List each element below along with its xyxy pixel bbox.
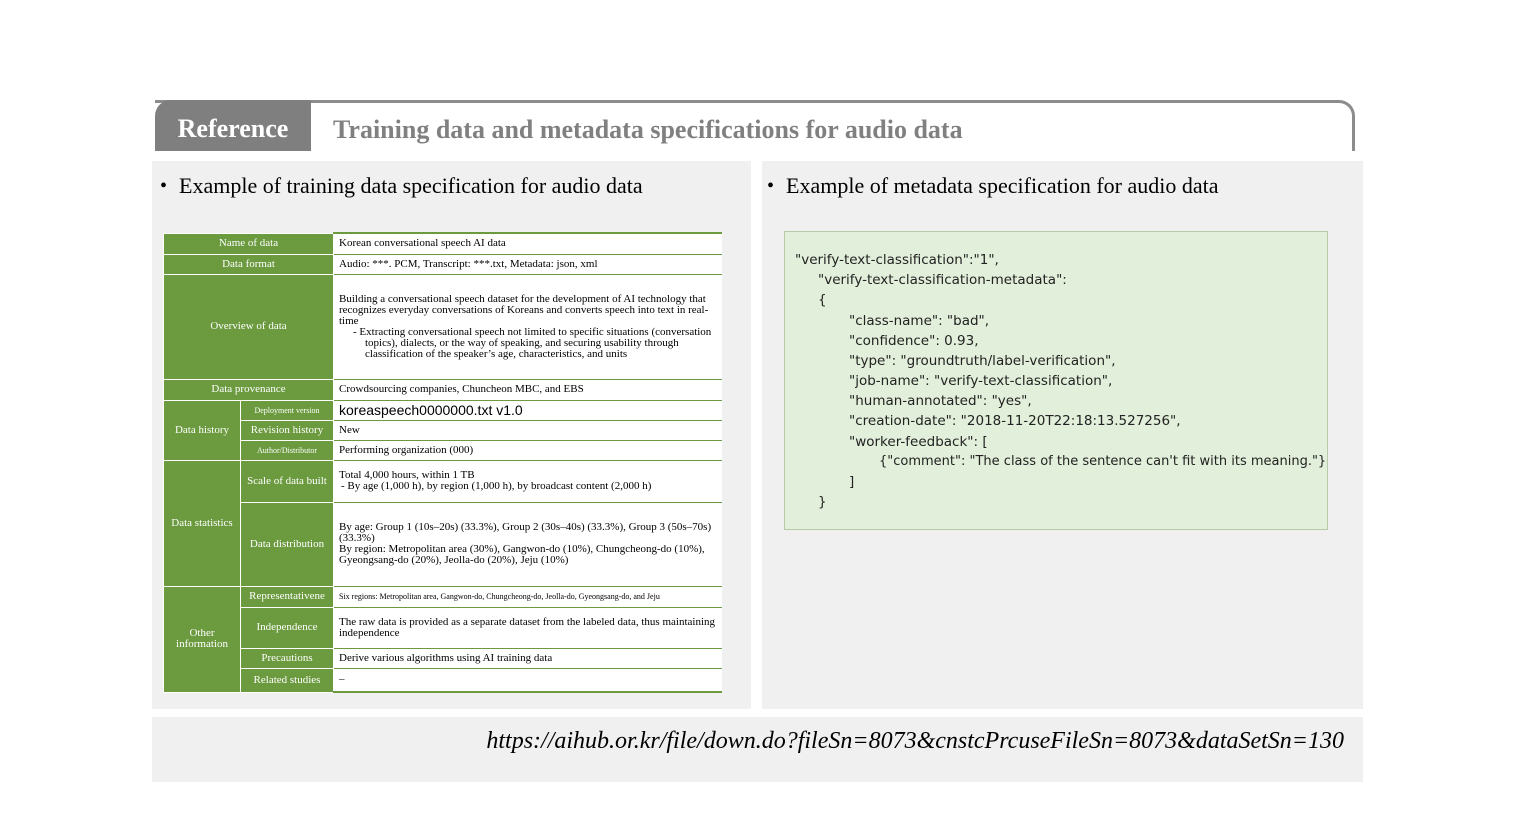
table-row: [164, 379, 722, 400]
table-row: [164, 440, 722, 460]
table-row: [164, 274, 722, 379]
precautions-label: Precautions: [241, 648, 334, 668]
overview-value-bullet: - Extracting conversational speech not limited to specific situations (conversation topics), dialects, or the way of speaking, and securing usability through classification of the speaker’s age, characteristics, and units: [353, 325, 712, 360]
metadata-code-box: [784, 231, 1328, 530]
code-line: {: [818, 292, 827, 308]
scale-value: [334, 460, 722, 502]
format-label: Data format: [164, 254, 334, 274]
page-title: Training data and metadata specifications for audio data: [333, 115, 963, 144]
scale-label: Scale of data built: [241, 460, 334, 502]
table-row: [164, 668, 722, 692]
revision-value: New: [334, 420, 722, 440]
format-value: Audio: ***. PCM, Transcript: ***.txt, Metadata: json, xml: [334, 254, 722, 274]
provenance-label: Data provenance: [164, 379, 334, 400]
independence-label: Independence: [241, 607, 334, 648]
training-spec-table: [163, 232, 722, 693]
statistics-label: Data statistics: [164, 460, 241, 586]
table-row: [164, 400, 722, 420]
name-value: Korean conversational speech AI data: [334, 233, 722, 254]
deploy-value: koreaspeech0000000.txt v1.0: [334, 400, 722, 420]
code-line: ]: [849, 474, 855, 490]
code-line: "job-name": "verify-text-classification",: [849, 373, 1113, 389]
code-line: "verify-text-classification-metadata":: [818, 272, 1067, 288]
overview-value: [334, 274, 722, 379]
training-spec-heading-text: Example of training data specification for audio data: [179, 173, 643, 198]
table-row: [164, 460, 722, 502]
scale-value-main: Total 4,000 hours, within 1 TB: [339, 469, 475, 481]
code-line: "creation-date": "2018-11-20T22:18:13.527256",: [849, 413, 1181, 429]
distribution-label: Data distribution: [241, 502, 334, 586]
distribution-by-region: By region: Metropolitan area (30%), Gangwon-do (10%), Chungcheong-do (10%), Gyeongsang-do (20%), Jeolla-do (20%), Jeju (10%): [339, 543, 705, 566]
bullet-icon: •: [767, 175, 775, 197]
table-row: [164, 607, 722, 648]
author-label: Author/Distributor: [241, 440, 334, 460]
name-label: Name of data: [164, 233, 334, 254]
distribution-by-age: By age: Group 1 (10s–20s) (33.3%), Group 2 (30s–40s) (33.3%), Group 3 (50s–70s) (33.3%): [339, 521, 712, 544]
code-line: {"comment": "The class of the sentence can't fit with its meaning."}: [879, 454, 1327, 469]
reference-tab: Reference: [155, 100, 311, 151]
related-value: –: [334, 668, 722, 692]
metadata-spec-heading-text: Example of metadata specification for audio data: [786, 173, 1219, 198]
table-row: [164, 420, 722, 440]
revision-label: Revision history: [241, 420, 334, 440]
table-row: [164, 502, 722, 586]
deploy-label: Deployment version: [241, 400, 334, 420]
distribution-value: [334, 502, 722, 586]
overview-label: Overview of data: [164, 274, 334, 379]
code-line: "type": "groundtruth/label-verification",: [849, 353, 1116, 369]
training-spec-heading: [160, 172, 643, 200]
metadata-spec-heading: [767, 172, 1219, 200]
code-line: "class-name": "bad",: [849, 313, 990, 329]
code-line: "confidence": 0.93,: [849, 333, 979, 349]
scale-value-bullet: - By age (1,000 h), by region (1,000 h), by broadcast content (2,000 h): [341, 480, 652, 492]
provenance-value: Crowdsourcing companies, Chuncheon MBC, and EBS: [334, 379, 722, 400]
related-label: Related studies: [241, 668, 334, 692]
history-label: Data history: [164, 400, 241, 460]
table-row: [164, 233, 722, 254]
independence-value: The raw data is provided as a separate dataset from the labeled data, thus maintaining independence: [334, 607, 722, 648]
table-row: [164, 648, 722, 668]
source-url: https://aihub.or.kr/file/down.do?fileSn=8073&cnstcPrcuseFileSn=8073&dataSetSn=130: [486, 728, 1344, 754]
bullet-icon: •: [160, 175, 168, 197]
code-line: "worker-feedback": [: [849, 434, 988, 450]
author-value: Performing organization (000): [334, 440, 722, 460]
table-row: [164, 254, 722, 274]
other-label: Other information: [164, 586, 241, 692]
code-line: "verify-text-classification":"1",: [795, 252, 999, 268]
table-row: [164, 586, 722, 607]
overview-value-main: Building a conversational speech dataset for the development of AI technology that recognizes everyday conversations of Koreans and converts speech into text in real-time: [339, 292, 709, 327]
represent-label: Representativene: [241, 586, 334, 607]
precautions-value: Derive various algorithms using AI training data: [334, 648, 722, 668]
code-line: "human-annotated": "yes",: [849, 393, 1032, 409]
represent-value: Six regions: Metropolitan area, Gangwon-do, Chungcheong-do, Jeolla-do, Gyeongsang-do, and Jeju: [334, 586, 722, 607]
code-line: }: [818, 494, 827, 510]
